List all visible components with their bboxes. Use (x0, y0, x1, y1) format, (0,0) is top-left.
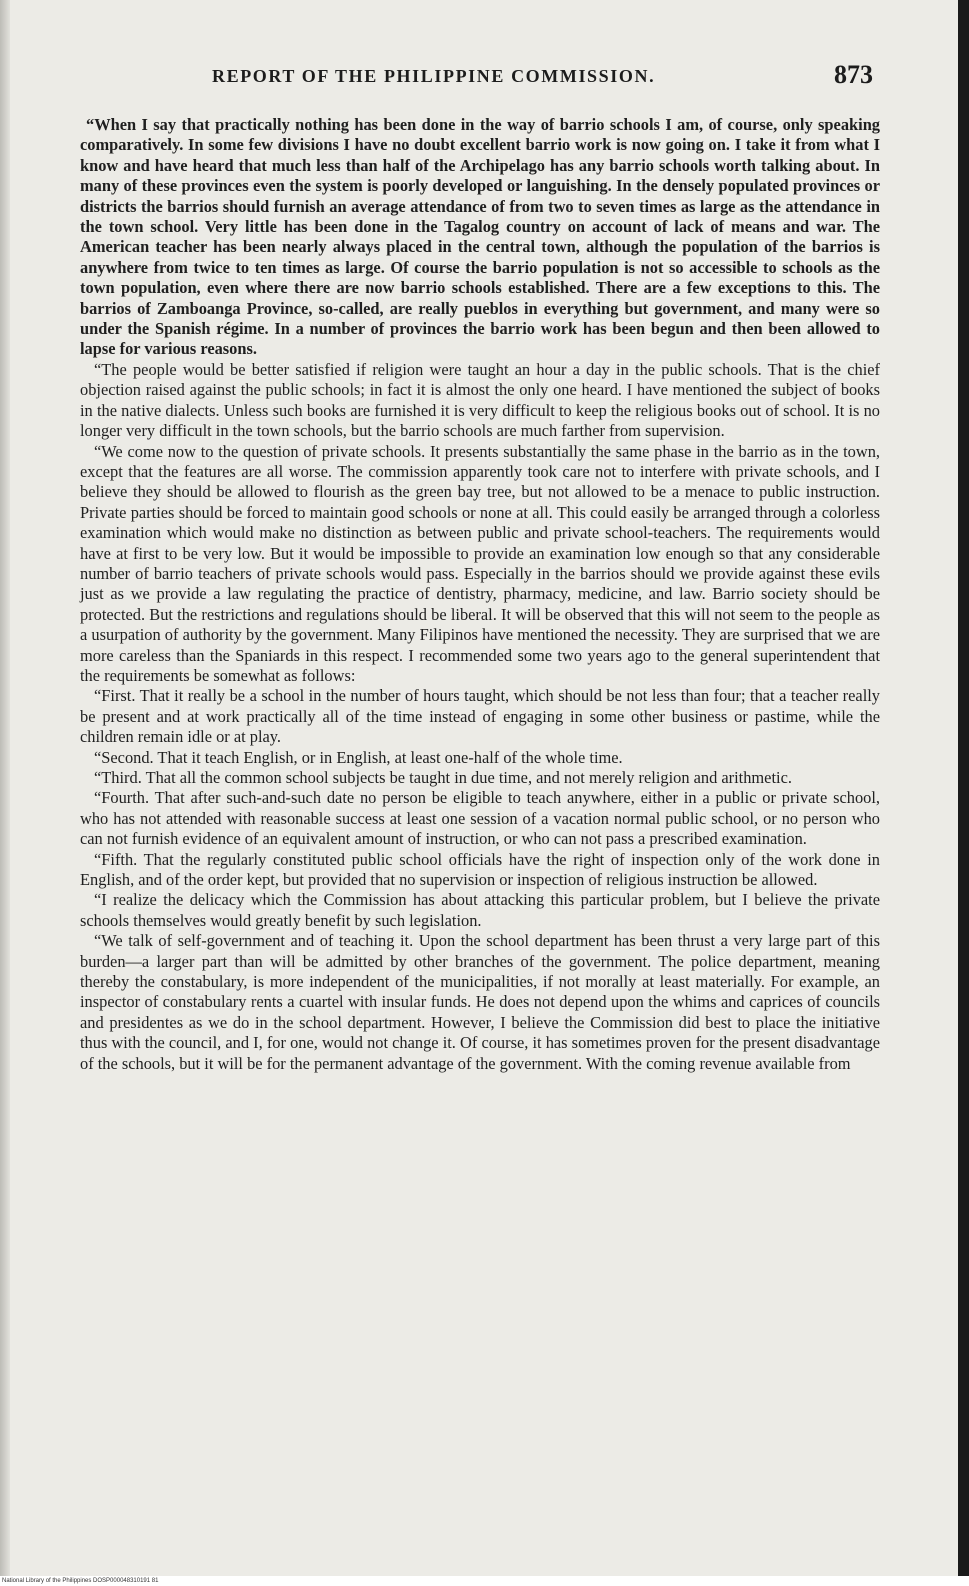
body-text (80, 115, 880, 1074)
paragraph: “We come now to the question of private schools. It presents substantially the same phase in the barrio as in the town, except that the features are all worse. The commission apparently took care not to interfere with private schools, and I believe they should be allowed to flourish as the green bay tree, but not allowed to be a menace to public instruction. Private parties should be forced to maintain good schools or none at all. This could easily be arranged through a colorless examination which would make no distinction as between public and private school-teachers. The requirements would have at first to be very low. But it would be impossible to provide an examination low enough so that any considerable number of barrio teachers of private schools would pass. Especially in the barrios should we provide against these evils just as we provide a law regulating the practice of dentistry, pharmacy, medicine, and law. Barrio society should be protected. But the restrictions and regulations should be liberal. It will be observed that this will not seem to the people as a usurpation of authority by the government. Many Filipinos have mentioned the necessity. They are surprised that we are more careless than the Spaniards in this respect. I recommended some two years ago to the general superintendent that the requirements be somewhat as follows: (80, 441, 880, 685)
paragraph: “Second. That it teach English, or in English, at least one-half of the whole time. (94, 747, 623, 767)
page-spine-shadow (0, 0, 10, 1576)
paragraph: “The people would be better satisfied if religion were taught an hour a day in the public schools. That is the chief objection raised against the public schools; in fact it is almost the only one heard. I have mentioned the subject of books in the native dialects. Unless such books are furnished it is very difficult to keep the religious books out of school. It is no longer very difficult in the town schools, but the barrio schools are much farther from supervision. (80, 359, 880, 441)
scan-id-label: National Library of the Philippines DOSP000048310191 81 (2, 1578, 159, 1584)
paragraph: “When I say that practically nothing has been done in the way of barrio schools I am, of course, only speaking comparatively. In some few divisions I have no doubt excellent barrio work is now going on. I take it from what I know and have heard that much less than half of the Archipelago has any barrio schools worth talking about. In many of these provinces even the system is poorly developed or languishing. In the densely populated provinces or districts the barrios should furnish an average attendance of from two to seven times as large as the attendance in the town school. Very little has been done in the Tagalog country on account of lack of means and war. The American teacher has been nearly always placed in the central town, although the population of the barrios is anywhere from twice to ten times as large. Of course the barrio population is not so accessible to schools as the town population, even where there are now barrio schools established. There are a few exceptions to this. The barrios of Zamboanga Province, so-called, are really pueblos in everything but government, and many were so under the Spanish régime. In a number of provinces the barrio work has been begun and then been allowed to lapse for various reasons. (80, 115, 880, 359)
running-head: REPORT OF THE PHILIPPINE COMMISSION. (212, 66, 656, 86)
page-header (0, 60, 958, 94)
paragraph: “Fourth. That after such-and-such date no person be eligible to teach anywhere, either in a public or private school, who has not attended with reasonable success at least one session of a vacation normal public school, or no person who can not furnish evidence of an equivalent amount of instruction, or who can not pass a prescribed examination. (80, 788, 880, 849)
paragraph: “First. That it really be a school in the number of hours taught, which should be not less than four; that a teacher really be present and at work practically all of the time instead of engaging in some other business or pastime, while the children remain idle or at play. (80, 686, 880, 747)
page-number: 873 (834, 60, 873, 89)
paragraph: “Third. That all the common school subjects be taught in due time, and not merely religion and arithmetic. (94, 768, 792, 787)
paragraph: “We talk of self-government and of teaching it. Upon the school department has been thrust a very large part of this burden—a larger part than will be admitted by other branches of the government. The police department, meaning thereby the constabulary, is more independent of the municipalities, if not morally at least materially. For example, an inspector of constabulary rents a cuartel with insular funds. He does not depend upon the whims and caprices of councils and presidentes as we do in the school department. However, I believe the Commission did best to place the initiative thus with the council, and I, for one, would not change it. Of course, it has sometimes proven for the present disadvantage of the schools, but it will be for the permanent advantage of the government. With the coming revenue available from (80, 931, 880, 1073)
paragraph: “I realize the delicacy which the Commission has about attacking this particular problem, but I believe the private schools themselves would greatly benefit by such legislation. (80, 890, 880, 930)
scan-footer (0, 1576, 969, 1586)
paragraph: “Fifth. That the regularly constituted public school officials have the right of inspection only of the work done in English, and of the order kept, but provided that no supervision or inspection of religious instruction be allowed. (80, 849, 880, 890)
